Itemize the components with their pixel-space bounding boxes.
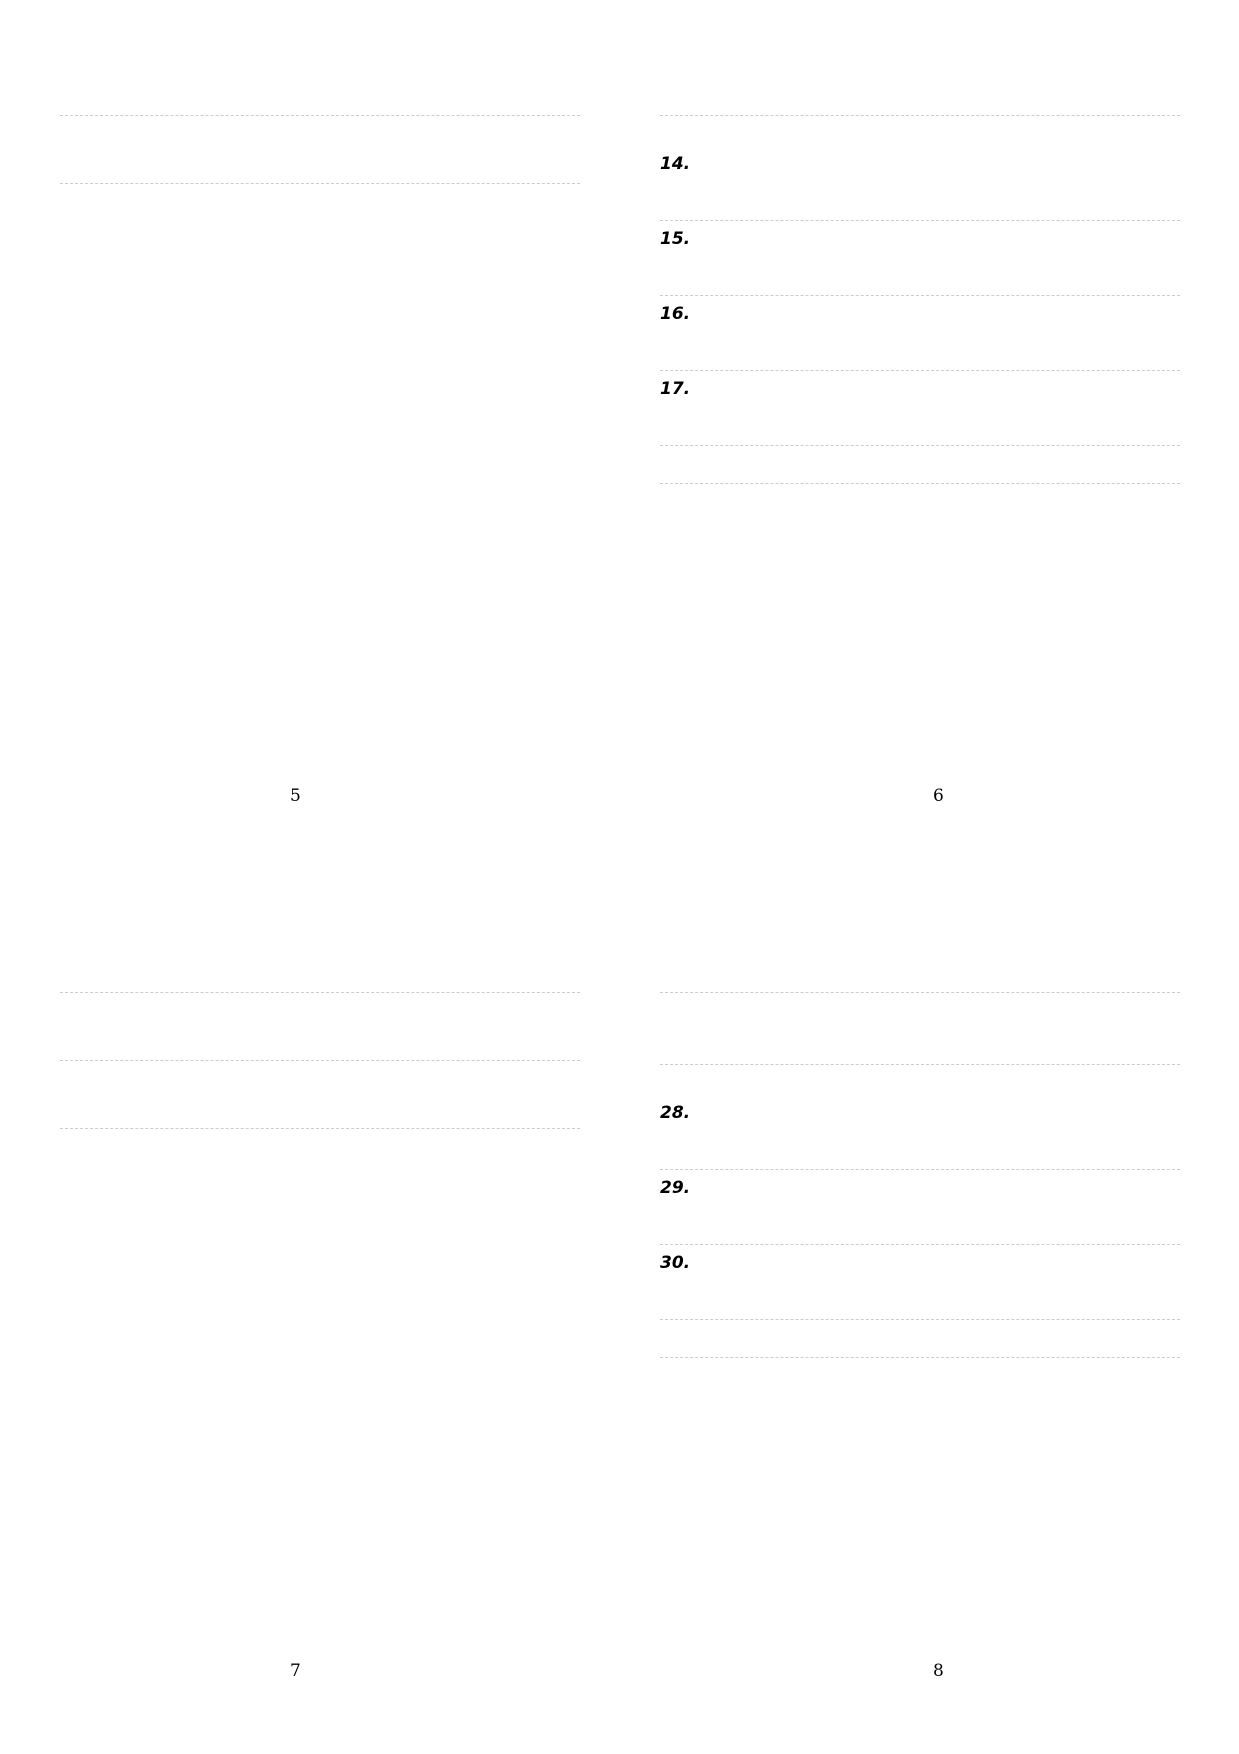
verse-number: 28. — [660, 1103, 691, 1123]
page-6 — [660, 78, 1180, 484]
verse-29 — [660, 1170, 1180, 1245]
scripture-reference — [660, 1320, 1180, 1358]
verse-number: 15. — [660, 229, 691, 249]
verse-14 — [660, 146, 1180, 221]
page-number: 6 — [933, 786, 944, 806]
paragraph — [60, 78, 580, 116]
verse-15 — [660, 221, 1180, 296]
page-8 — [660, 955, 1180, 1358]
verse-number: 14. — [660, 154, 691, 174]
paragraph — [660, 1027, 1180, 1065]
section-heading — [660, 955, 1180, 993]
page-number: 5 — [290, 786, 301, 806]
verse-text — [660, 1132, 1180, 1170]
page-number: 8 — [933, 1661, 944, 1681]
paragraph — [660, 78, 1180, 116]
verse-text — [660, 1282, 1180, 1320]
paragraph — [60, 146, 580, 184]
verse-number: 29. — [660, 1178, 691, 1198]
verse-28 — [660, 1095, 1180, 1170]
verse-text — [660, 333, 1180, 371]
verse-16 — [660, 296, 1180, 371]
verse-text — [660, 1207, 1180, 1245]
paragraph — [60, 955, 580, 993]
page-7 — [60, 955, 580, 1159]
verse-text — [660, 183, 1180, 221]
paragraph — [60, 1091, 580, 1129]
verse-number: 16. — [660, 304, 691, 324]
verse-number: 30. — [660, 1253, 691, 1273]
verse-30 — [660, 1245, 1180, 1320]
verse-text — [660, 408, 1180, 446]
page-number: 7 — [290, 1661, 301, 1681]
page-5 — [60, 78, 580, 214]
verse-text — [660, 258, 1180, 296]
paragraph — [60, 1023, 580, 1061]
verse-number: 17. — [660, 379, 691, 399]
verse-17 — [660, 371, 1180, 446]
scripture-reference — [660, 446, 1180, 484]
